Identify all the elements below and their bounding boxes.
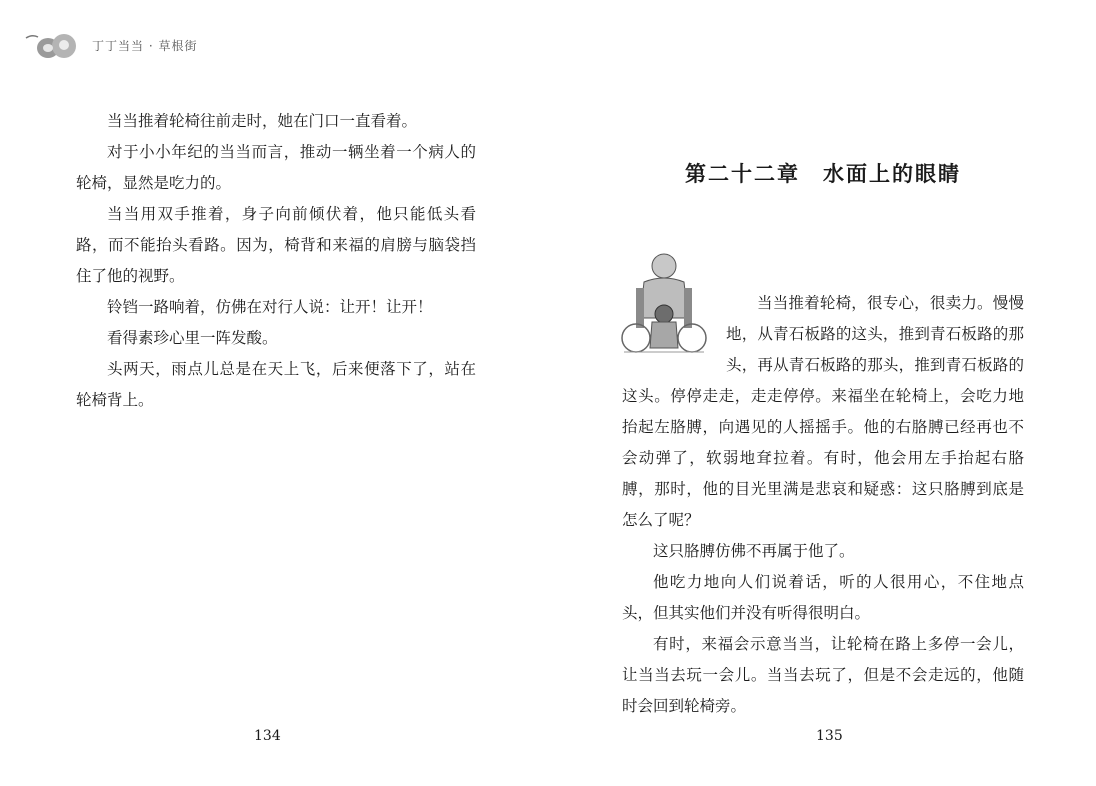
gourd-icon xyxy=(24,28,84,62)
paragraph: 有时，来福会示意当当，让轮椅在路上多停一会儿，让当当去玩一会儿。当当去玩了，但是不会走远的，他随时会回到轮椅旁。 xyxy=(622,635,1024,715)
right-page-body xyxy=(622,288,1024,722)
paragraph: 这只胳膊仿佛不再属于他了。 xyxy=(653,542,855,560)
left-page-body xyxy=(76,106,476,416)
wheelchair-sketch-icon xyxy=(614,248,714,360)
paragraph: 当当推着轮椅往前走时，她在门口一直看着。 xyxy=(107,112,418,130)
paragraph: 对于小小年纪的当当而言，推动一辆坐着一个病人的轮椅，显然是吃力的。 xyxy=(76,143,476,192)
paragraph: 当当用双手推着，身子向前倾伏着，他只能低头看路，而不能抬头看路。因为，椅背和来福的肩膀与脑袋挡住了他的视野。 xyxy=(76,205,476,285)
chapter-title: 第二十二章 水面上的眼睛 xyxy=(685,161,961,187)
page-number: 135 xyxy=(816,728,843,744)
paragraph: 他吃力地向人们说着话，听的人很用心，不住地点头，但其实他们并没有听得很明白。 xyxy=(622,573,1024,622)
right-page xyxy=(622,0,1024,786)
series-title: 丁丁当当 · 草根街 xyxy=(92,38,198,53)
left-page xyxy=(76,0,476,786)
paragraph: 当当推着轮椅，很专心，很卖力。慢慢地，从青石板路的这头，推到青石板路的那头，再从青石板路的那头，推到青石板路的这头。停停走走，走走停停。来福坐在轮椅上，会吃力地抬起左胳膊，向遇见的人摇摇手。他的右胳膊已经再也不会动弹了，软弱地耷拉着。有时，他会用左手抬起右胳膊，那时，他的目光里满是悲哀和疑惑：这只胳膊到底是怎么了呢？ xyxy=(622,294,1024,529)
paragraph: 看得素珍心里一阵发酸。 xyxy=(107,329,278,347)
paragraph: 铃铛一路响着，仿佛在对行人说：让开！让开！ xyxy=(107,298,433,316)
page-number: 134 xyxy=(254,728,281,744)
paragraph: 头两天，雨点儿总是在天上飞，后来便落下了，站在轮椅背上。 xyxy=(76,360,476,409)
